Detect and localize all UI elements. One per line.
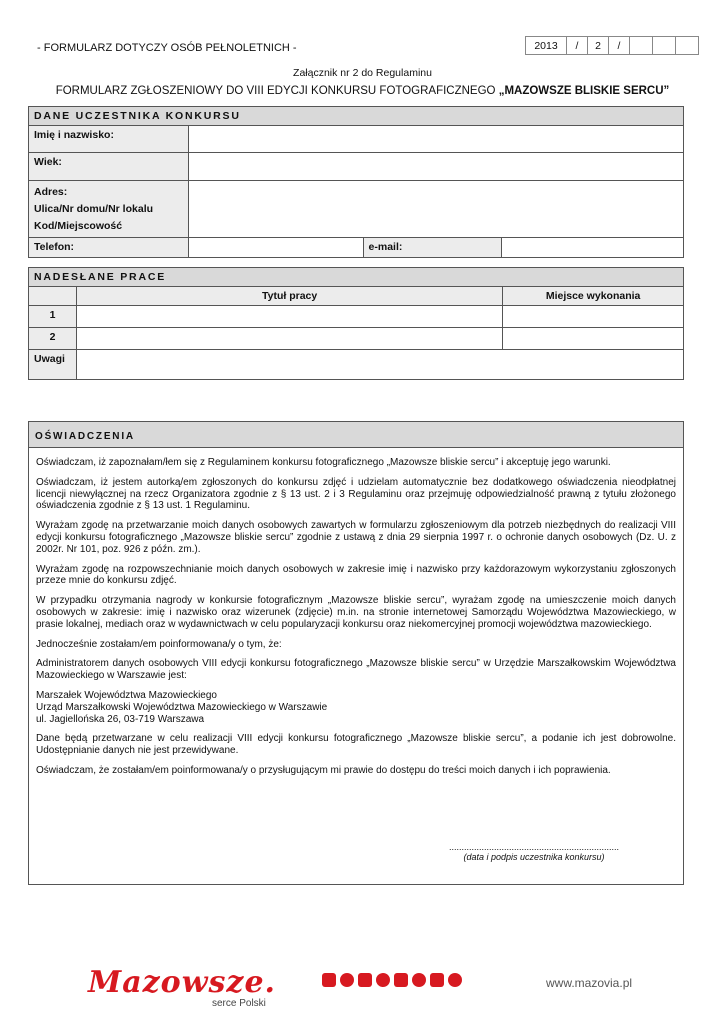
declaration-paragraph: Dane będą przetwarzane w celu realizacji VIII edycji konkursu fotograficznego „Mazowsze bliskie sercu”, a podanie ich jest dobrowolne. Udostępnianie danych nie jest przewidywane. — [36, 733, 676, 757]
works-header-place: Miejsce wykonania — [503, 287, 684, 306]
email-field[interactable] — [502, 238, 684, 258]
ref-sep-1: / — [567, 37, 588, 55]
participant-heading: DANE UCZESTNIKA KONKURSU — [29, 107, 684, 126]
age-field[interactable] — [188, 153, 683, 181]
works-header-empty — [29, 287, 77, 306]
ref-year: 2013 — [526, 37, 567, 55]
work-place-field-2[interactable] — [503, 328, 684, 350]
remarks-label: Uwagi — [29, 350, 77, 380]
ref-blank-2[interactable] — [653, 37, 676, 55]
declarations-box — [28, 421, 684, 885]
email-label: e-mail: — [363, 238, 502, 258]
signature-line: .................................................................... — [448, 842, 620, 852]
street-label: Ulica/Nr domu/Nr lokalu — [34, 202, 154, 215]
website-link[interactable]: www.mazovia.pl — [546, 976, 633, 990]
ref-sep-2: / — [609, 37, 630, 55]
folk-bird-icon — [340, 973, 354, 987]
declaration-paragraph: Jednocześnie zostałam/em poinformowana/y o tym, że: — [36, 638, 282, 650]
address-line: Marszałek Województwa Mazowieckiego — [36, 689, 217, 701]
work-title-field-1[interactable] — [76, 306, 502, 328]
reference-number-box — [525, 36, 699, 55]
address-line: ul. Jagiellońska 26, 03-719 Warszawa — [36, 713, 205, 725]
address-field[interactable] — [188, 181, 683, 238]
work-place-field-1[interactable] — [503, 306, 684, 328]
form-title-plain: FORMULARZ ZGŁOSZENIOWY DO VIII EDYCJI KONKURSU FOTOGRAFICZNEGO — [55, 85, 499, 97]
form-title-bold: „MAZOWSZE BLISKIE SERCU” — [498, 85, 670, 97]
folk-icons-strip — [322, 973, 462, 987]
declarations-body — [29, 448, 683, 777]
participant-table — [28, 106, 684, 258]
folk-tree-icon — [322, 973, 336, 987]
folk-heart-icon — [412, 973, 426, 987]
declaration-paragraph: Wyrażam zgodę na rozpowszechnianie moich danych osobowych w zakresie imię i nazwisko przy każdorazowym wykorzystaniu zgłoszonych przeze mnie do konkursu zdjęć. — [36, 563, 676, 587]
logo-subtitle: serce Polski — [212, 998, 266, 1009]
city-label: Kod/Miejscowość — [34, 219, 123, 232]
ref-number: 2 — [588, 37, 609, 55]
phone-label: Telefon: — [29, 238, 189, 258]
attachment-label: Załącznik nr 2 do Regulaminu — [293, 67, 432, 79]
declaration-paragraph: Oświadczam, że zostałam/em poinformowana/y o przysługującym mi prawie do dostępu do treści moich danych i ich poprawienia. — [36, 764, 611, 776]
remarks-field[interactable] — [76, 350, 683, 380]
form-note: - FORMULARZ DOTYCZY OSÓB PEŁNOLETNICH - — [37, 42, 297, 54]
declaration-paragraph: W przypadku otrzymania nagrody w konkursie fotograficznym „Mazowsze bliskie sercu”, wyrażam zgodę na umieszczenie moich danych osobowych w zakresie: imię i nazwisko oraz wizerunek (zdjęcie) m.in. na stronie internetowej Samorządu Województwa Mazowieckiego, w prasie lokalnej, mediach oraz w wydawnictwach w celu popularyzacji konkursu oraz niekomercyjnej promocji województwa mazowieckiego. — [36, 595, 676, 630]
declaration-paragraph: Administratorem danych osobowych VIII edycji konkursu fotograficznego „Mazowsze bliskie sercu” w Urzędzie Marszałkowskim Województwa Mazowieckiego w Warszawie jest: — [36, 658, 676, 682]
folk-flower-icon — [376, 973, 390, 987]
folk-house-icon — [394, 973, 408, 987]
folk-rooster-icon — [358, 973, 372, 987]
declaration-paragraph: Oświadczam, iż zapoznałam/łem się z Regulaminem konkursu fotograficznego „Mazowsze bliskie sercu” i akceptuję jego warunki. — [36, 457, 611, 468]
works-row-number: 1 — [29, 306, 77, 328]
form-title — [0, 85, 725, 97]
name-field[interactable] — [188, 126, 683, 153]
works-table — [28, 267, 684, 380]
ref-blank-1[interactable] — [630, 37, 653, 55]
footer — [0, 965, 725, 1015]
address-label: Adres: — [34, 186, 68, 198]
signature-area[interactable] — [419, 842, 649, 862]
works-row-number: 2 — [29, 328, 77, 350]
works-heading: NADESŁANE PRACE — [29, 268, 684, 287]
mazowsze-logo: Mazowsze. — [88, 965, 276, 1000]
works-header-title: Tytuł pracy — [76, 287, 502, 306]
phone-field[interactable] — [188, 238, 363, 258]
folk-note-icon — [430, 973, 444, 987]
age-label: Wiek: — [29, 153, 189, 181]
declaration-paragraph: Oświadczam, iż jestem autorką/em zgłoszonych do konkursu zdjęć i udzielam automatycznie bez dodatkowego oświadczenia nieodpłatnej licencji niewyłącznej na rzecz Organizatora zgodnie z § 13 ust. 2 i 3 Regulaminu oraz przejmuję odpowiedzialność prawną z tytułu złożonego oświadczenia zgodnie z § 13 ust. 1 Regulaminu. — [36, 476, 676, 512]
declaration-paragraph: Wyrażam zgodę na przetwarzanie moich danych osobowych zawartych w formularzu zgłoszeniowym dla potrzeb niezbędnych do realizacji VIII edycji konkursu fotograficznego „Mazowsze bliskie sercu” zgodnie z ustawą z dnia 29 sierpnia 1997 r. o ochronie danych osobowych (Dz. U. z 2002r. Nr 101, poz. 926 z późn. zm.). — [36, 520, 676, 555]
folk-swirl-icon — [448, 973, 462, 987]
address-label-cell — [29, 181, 189, 238]
ref-blank-3[interactable] — [676, 37, 699, 55]
work-title-field-2[interactable] — [76, 328, 502, 350]
name-label: Imię i nazwisko: — [29, 126, 189, 153]
signature-caption: (data i podpis uczestnika konkursu) — [463, 852, 605, 862]
address-line: Urząd Marszałkowski Województwa Mazowieckiego w Warszawie — [36, 701, 328, 713]
declarations-heading: OŚWIADCZENIA — [29, 422, 683, 448]
